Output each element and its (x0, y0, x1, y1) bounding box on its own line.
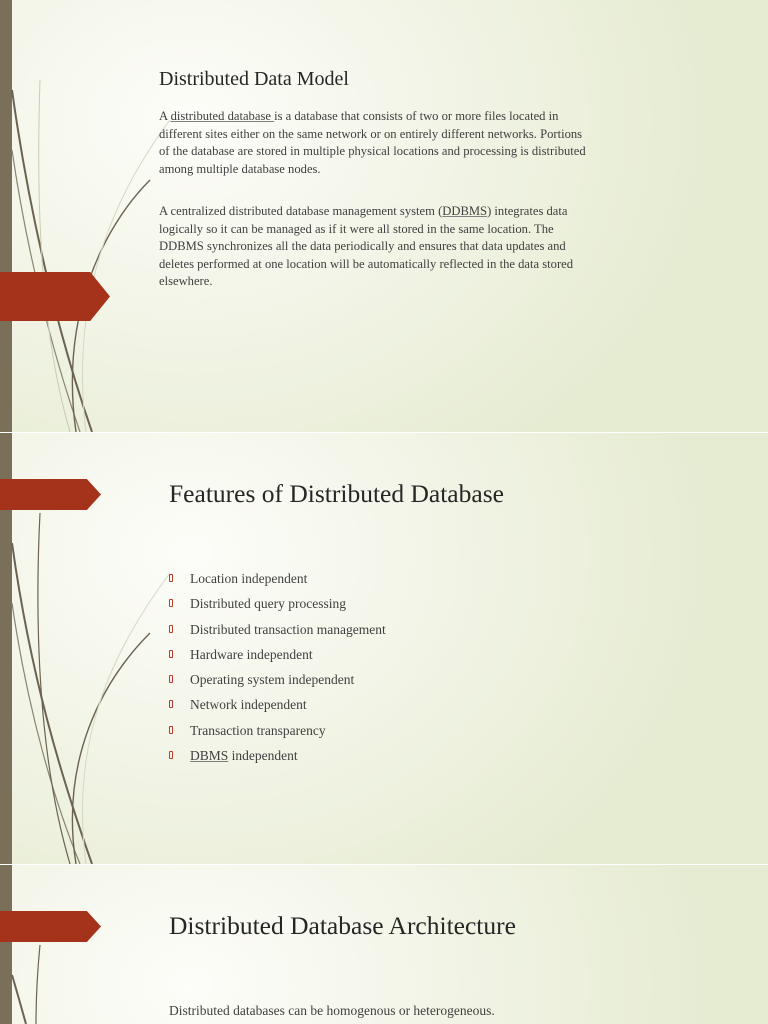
paragraph-text: A centralized distributed database management system ( (159, 204, 443, 218)
body-text: Distributed databases can be homogenous or heterogeneous. (169, 1003, 495, 1018)
slide-1 (0, 0, 768, 432)
bullet-icon (169, 599, 173, 607)
slide-2 (0, 433, 768, 864)
slide-title: Features of Distributed Database (169, 479, 504, 508)
feature-list (169, 569, 386, 771)
list-item-label: independent (228, 748, 298, 764)
slide-3 (0, 865, 768, 1024)
bullet-icon (169, 700, 173, 708)
bullet-icon (169, 650, 173, 658)
list-item-label: Hardware independent (190, 646, 313, 662)
bullet-icon (169, 675, 173, 683)
list-item (169, 645, 386, 670)
decorative-curves (0, 865, 200, 1024)
slide-title: Distributed Data Model (159, 68, 349, 90)
list-item (169, 569, 386, 594)
bullet-icon (169, 726, 173, 734)
list-item (169, 670, 386, 695)
slide-title: Distributed Database Architecture (169, 911, 516, 940)
bullet-icon (169, 574, 173, 582)
list-item-label: Distributed transaction management (190, 621, 386, 637)
list-item (169, 594, 386, 619)
list-item-label: Network independent (190, 697, 307, 713)
list-item-label: Location independent (190, 571, 308, 586)
accent-arrow (0, 272, 110, 321)
accent-arrow (0, 911, 101, 942)
accent-arrow (0, 479, 101, 510)
list-item (169, 721, 386, 746)
list-item (169, 620, 386, 645)
paragraph-text: ) integrates data logically so it can be managed as if it were all stored in the same location. The DDBMS synchronizes all the data periodically and ensures that data updates and deletes performed at one location will be automatically reflected in the data stored elsewhere. (159, 204, 574, 289)
paragraph-ddbms (159, 203, 589, 291)
paragraph-text: A (159, 109, 171, 123)
ddbms-link[interactable]: DDBMS (442, 204, 488, 218)
list-item-label: Transaction transparency (190, 722, 326, 738)
bullet-icon (169, 625, 173, 633)
list-item-label: Distributed query processing (190, 596, 346, 612)
list-item (169, 695, 386, 720)
dbms-link[interactable]: DBMS (190, 748, 229, 764)
paragraph-text: is a database that consists of two or more files located in different sites either on the same network or on entirely different networks. Portions of the database are stored in multiple physical locations and processing is distributed among multiple database nodes. (159, 109, 586, 176)
bullet-icon (169, 751, 173, 759)
distributed-database-link[interactable]: distributed database (170, 109, 275, 123)
paragraph-definition (159, 108, 589, 178)
list-item-label: Operating system independent (190, 672, 355, 688)
list-item (169, 746, 386, 771)
